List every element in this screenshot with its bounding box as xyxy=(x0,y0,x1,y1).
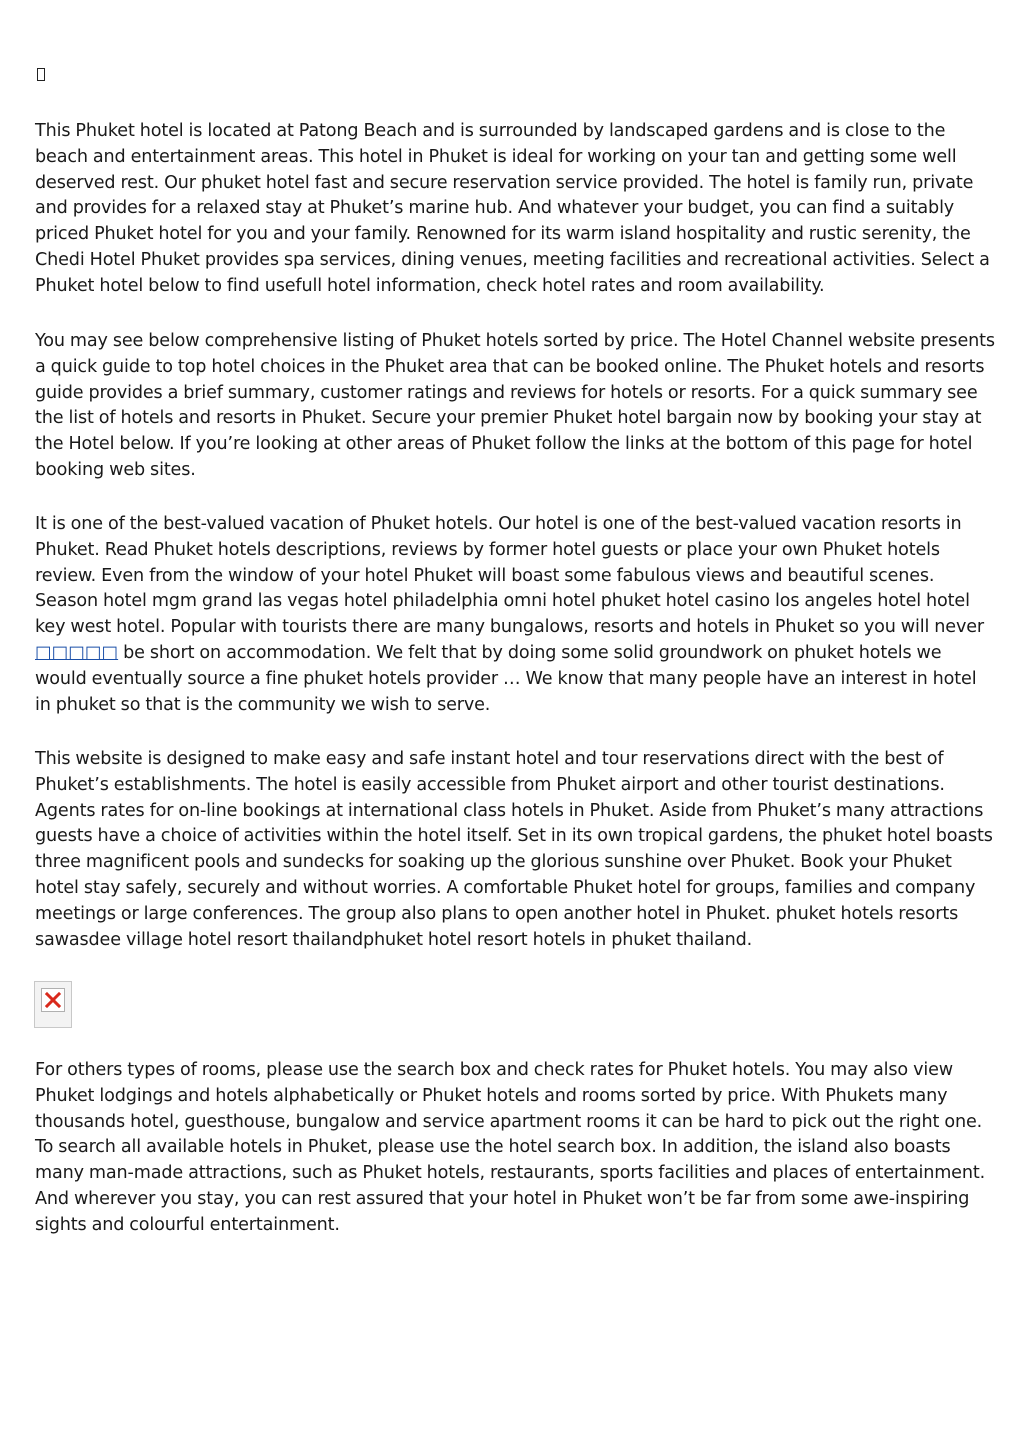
inline-link[interactable]: □□□□□ xyxy=(35,642,119,663)
paragraph-listing: You may see below comprehensive listing of Phuket hotels sorted by price. The Hotel Channel website presents a quick guide to top hotel choices in the Phuket area that can be booked online. The Phuket hotels and resorts guide provides a brief summary, customer ratings and reviews for hotels or resorts. For a quick summary see the list of hotels and resorts in Phuket. Secure your premier Phuket hotel bargain now by booking your stay at the Hotel below. If you’re looking at other areas of Phuket follow the links at the bottom of this page for hotel booking web sites. xyxy=(35,331,995,480)
paragraph-room-types: For others types of rooms, please use the search box and check rates for Phuket hotels. You may also view Phuket lodgings and hotels alphabetically or Phuket hotels and rooms sorted by price. With Phukets many thousands hotel, guesthouse, bungalow and service apartment rooms it can be hard to pick out the right one. To search all available hotels in Phuket, please use the hotel search box. In addition, the island also boasts many man-made attractions, such as Phuket hotels, restaurants, sports facilities and places of entertainment. And wherever you stay, you can rest assured that your hotel in Phuket won’t be far from some awe-inspiring sights and colourful entertainment. xyxy=(35,1060,986,1235)
broken-image-icon xyxy=(34,981,72,1028)
broken-image-frame xyxy=(41,988,65,1012)
paragraph-text-after-link: be short on accommodation. We felt that by doing some solid groundwork on phuket hotels we would eventually source a fine phuket hotels provider … We know that many people have an interest in hotel in phuket so that is the community we wish to serve. xyxy=(35,642,977,715)
paragraph-best-valued xyxy=(35,512,997,718)
paragraph-intro: This Phuket hotel is located at Patong Beach and is surrounded by landscaped gardens and is close to the beach and entertainment areas. This hotel in Phuket is ideal for working on your tan and getting some well deserved rest. Our phuket hotel fast and secure reservation service provided. The hotel is family run, private and provides for a relaxed stay at Phuket’s marine hub. And whatever your budget, you can find a suitably priced Phuket hotel for you and your family. Renowned for its warm island hospitality and rustic serenity, the Chedi Hotel Phuket provides spa services, dining venues, meeting facilities and recreational activities. Select a Phuket hotel below to find usefull hotel information, check hotel rates and room availability. xyxy=(35,121,990,296)
paragraph-website: This website is designed to make easy and safe instant hotel and tour reservations direct with the best of Phuket’s establishments. The hotel is easily accessible from Phuket airport and other tourist destinations. Agents rates for on-line bookings at international class hotels in Phuket. Aside from Phuket’s many attractions guests have a choice of activities within the hotel itself. Set in its own tropical gardens, the phuket hotel boasts three magnificent pools and sundecks for soaking up the glorious sunshine over Phuket. Book your Phuket hotel stay safely, securely and without worries. A comfortable Phuket hotel for groups, families and company meetings or large conferences. The group also plans to open another hotel in Phuket. phuket hotels resorts sawasdee village hotel resort thailandphuket hotel resort hotels in phuket thailand. xyxy=(35,749,993,950)
close-x-icon xyxy=(45,992,61,1008)
missing-glyph-icon xyxy=(37,68,45,81)
paragraph-text-before-link: It is one of the best-valued vacation of Phuket hotels. Our hotel is one of the best-valued vacation resorts in Phuket. Read Phuket hotels descriptions, reviews by former hotel guests or place your own Phuket hotels review. Even from the window of your hotel Phuket will boast some fabulous views and beautiful scenes. Season hotel mgm grand las vegas hotel philadelphia omni hotel phuket hotel casino los angeles hotel hotel key west hotel. Popular with tourists there are many bungalows, resorts and hotels in Phuket so you will never xyxy=(35,514,984,638)
